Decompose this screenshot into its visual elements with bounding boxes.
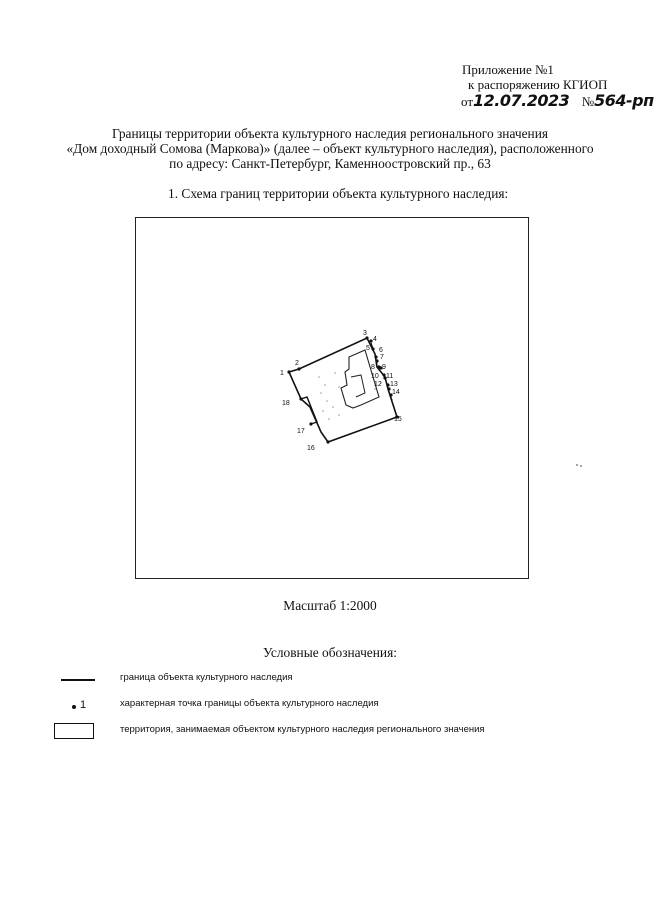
point-label-6: 6 <box>379 347 383 354</box>
title-line-1: Границы территории объекта культурного наследия регионального значения <box>111 126 549 141</box>
point-label-9: 9 <box>382 364 386 371</box>
scan-speck <box>576 464 578 466</box>
appendix-label: Приложение №1 <box>462 62 554 77</box>
handwritten-number: 564-рп <box>594 91 654 110</box>
section-heading: 1. Схема границ территории объекта культурного наследия: <box>168 186 509 201</box>
point-1 <box>287 370 290 373</box>
legend-text-point: характерная точка границы объекта культурного наследия <box>120 698 379 709</box>
date-prefix: от <box>461 94 474 109</box>
point-label-12: 12 <box>374 381 382 388</box>
point-16 <box>326 440 329 443</box>
map-scale: Масштаб 1:2000 <box>283 598 377 613</box>
legend-text-territory: территория, занимаемая объектом культурного наследия регионального значения <box>120 724 485 735</box>
building-inner <box>351 375 365 397</box>
point-label-11: 11 <box>386 373 394 380</box>
point-label-15: 15 <box>394 416 402 423</box>
point-label-7: 7 <box>380 354 384 361</box>
handwritten-date: 12.07.2023 <box>473 91 570 110</box>
order-date-line <box>461 93 654 109</box>
point-symbol <box>72 705 76 709</box>
point-label-18: 18 <box>282 400 290 407</box>
document-title <box>40 126 620 171</box>
point-7 <box>375 359 378 362</box>
point-label-8: 8 <box>371 364 375 371</box>
title-line-3: по адресу: Санкт-Петербург, Каменноостровский пр., 63 <box>169 156 491 171</box>
point-label-1: 1 <box>280 370 284 377</box>
legend-text-boundary: граница объекта культурного наследия <box>120 672 293 683</box>
order-reference: к распоряжению КГИОП <box>468 77 608 92</box>
point-5 <box>371 347 374 350</box>
point-18 <box>299 397 302 400</box>
number-prefix: № <box>581 94 595 109</box>
point-label-16: 16 <box>307 445 315 452</box>
point-label-10: 10 <box>371 373 379 380</box>
boundary-map-drawing <box>135 217 529 579</box>
point-label-3: 3 <box>363 330 367 337</box>
territory-symbol <box>54 723 94 739</box>
boundary-line-symbol <box>61 679 95 681</box>
point-label-13: 13 <box>390 381 398 388</box>
point-label-5: 5 <box>366 345 370 352</box>
title-line-2: «Дом доходный Сомова (Маркова)» (далее – объект культурного наследия), расположенного <box>66 141 594 156</box>
point-6 <box>374 355 377 358</box>
point-label-17: 17 <box>297 428 305 435</box>
scan-speck-2 <box>580 465 582 467</box>
legend-title: Условные обозначения: <box>263 645 397 660</box>
point-label-4: 4 <box>373 336 377 343</box>
point-label-2: 2 <box>295 360 299 367</box>
point-17 <box>309 422 312 425</box>
point-label-14: 14 <box>392 389 400 396</box>
point-symbol-label: 1 <box>80 699 87 711</box>
boundary-map <box>135 217 529 579</box>
point-2 <box>297 367 300 370</box>
